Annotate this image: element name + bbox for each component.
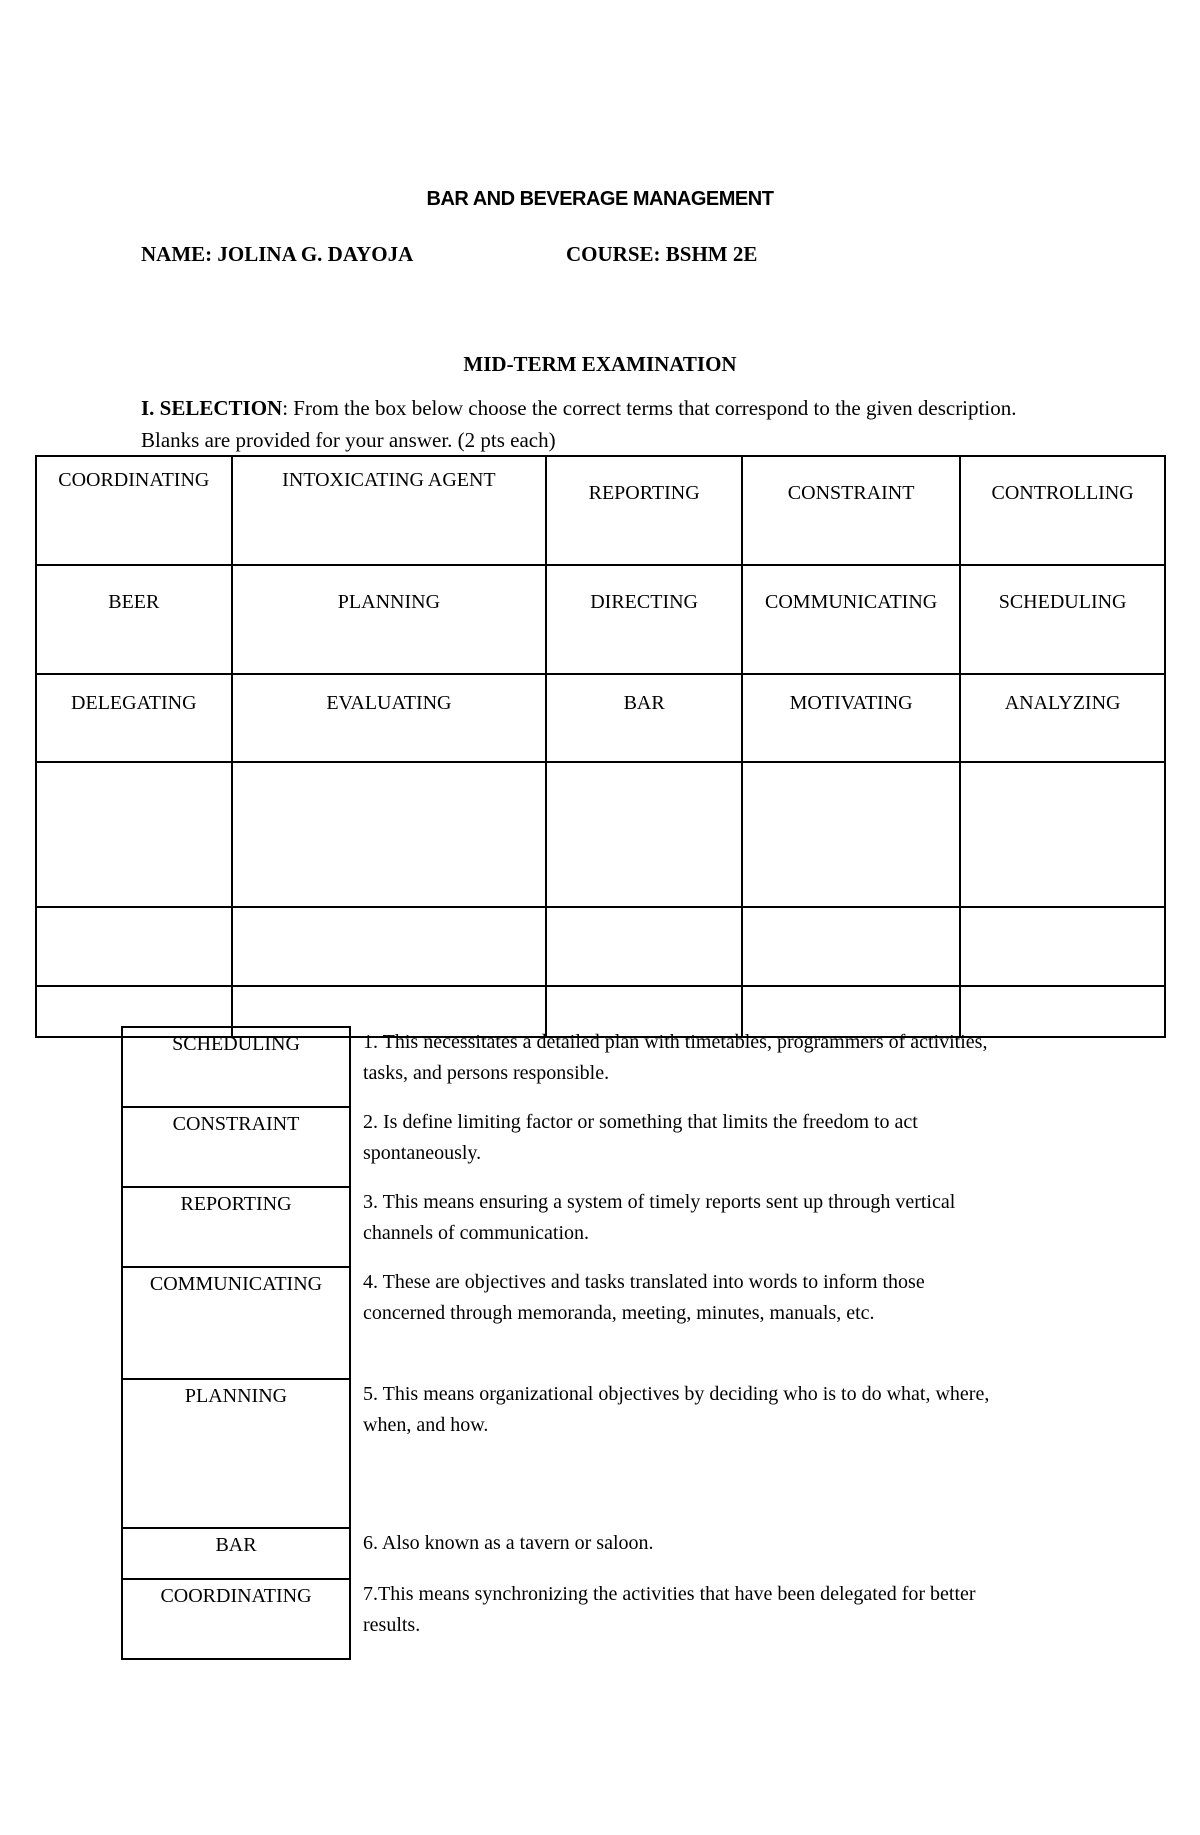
blank-cell bbox=[960, 762, 1165, 907]
term-cell: BEER bbox=[36, 565, 232, 674]
answer-blank: BAR bbox=[122, 1528, 350, 1579]
question-text: 1. This necessitates a detailed plan with timetables, programmers of activities, tasks, and persons responsible. bbox=[363, 1031, 988, 1084]
term-cell: CONSTRAINT bbox=[742, 456, 960, 565]
blank-cell bbox=[742, 907, 960, 986]
instructions bbox=[141, 392, 1021, 456]
answer-blank: PLANNING bbox=[122, 1379, 350, 1528]
question-row bbox=[122, 1187, 1004, 1267]
question-row bbox=[122, 1267, 1004, 1379]
answer-blank: REPORTING bbox=[122, 1187, 350, 1267]
answer-blank: COORDINATING bbox=[122, 1579, 350, 1659]
question-text: 5. This means organizational objectives by deciding who is to do what, where, when, and how. bbox=[363, 1383, 990, 1436]
answer-blank: COMMUNICATING bbox=[122, 1267, 350, 1379]
blank-cell bbox=[232, 762, 547, 907]
term-cell: MOTIVATING bbox=[742, 674, 960, 762]
term-cell: SCHEDULING bbox=[960, 565, 1165, 674]
blank-cell bbox=[960, 907, 1165, 986]
term-cell: CONTROLLING bbox=[960, 456, 1165, 565]
answer-blank: SCHEDULING bbox=[122, 1027, 350, 1107]
term-cell: DIRECTING bbox=[546, 565, 742, 674]
blank-cell bbox=[232, 907, 547, 986]
blank-cell bbox=[546, 762, 742, 907]
terms-row bbox=[36, 674, 1165, 762]
document-title: BAR AND BEVERAGE MANAGEMENT bbox=[426, 188, 774, 210]
question-text: 3. This means ensuring a system of timely reports sent up through vertical channels of communication. bbox=[363, 1191, 956, 1244]
exam-title: MID-TERM EXAMINATION bbox=[463, 352, 737, 376]
term-cell: ANALYZING bbox=[960, 674, 1165, 762]
terms-row-blank bbox=[36, 907, 1165, 986]
question-row bbox=[122, 1107, 1004, 1187]
terms-row-blank bbox=[36, 762, 1165, 907]
answer-blank: CONSTRAINT bbox=[122, 1107, 350, 1187]
question-text: 6. Also known as a tavern or saloon. bbox=[363, 1532, 654, 1554]
terms-box bbox=[35, 455, 1166, 1038]
blank-cell bbox=[546, 907, 742, 986]
question-row bbox=[122, 1379, 1004, 1528]
blank-cell bbox=[36, 762, 232, 907]
term-cell: BAR bbox=[546, 674, 742, 762]
term-cell: INTOXICATING AGENT bbox=[232, 456, 547, 565]
question-text: 2. Is define limiting factor or something that limits the freedom to act spontaneously. bbox=[363, 1111, 918, 1164]
answer-table bbox=[121, 1026, 1005, 1660]
terms-row bbox=[36, 565, 1165, 674]
question-row bbox=[122, 1579, 1004, 1659]
term-cell: DELEGATING bbox=[36, 674, 232, 762]
question-row bbox=[122, 1027, 1004, 1107]
term-cell: EVALUATING bbox=[232, 674, 547, 762]
blank-cell bbox=[36, 907, 232, 986]
term-cell: PLANNING bbox=[232, 565, 547, 674]
term-cell: COMMUNICATING bbox=[742, 565, 960, 674]
question-row bbox=[122, 1528, 1004, 1579]
question-text: 7.This means synchronizing the activities that have been delegated for better results. bbox=[363, 1583, 976, 1636]
student-name: NAME: JOLINA G. DAYOJA bbox=[141, 242, 414, 266]
instructions-text: : From the box below choose the correct terms that correspond to the given description. Blanks are provided for your answer. (2 pts each) bbox=[141, 396, 1017, 452]
blank-cell bbox=[742, 762, 960, 907]
term-cell: COORDINATING bbox=[36, 456, 232, 565]
terms-row bbox=[36, 456, 1165, 565]
student-course: COURSE: BSHM 2E bbox=[566, 242, 758, 266]
question-text: 4. These are objectives and tasks translated into words to inform those concerned through memoranda, meeting, minutes, manuals, etc. bbox=[363, 1271, 925, 1324]
section-label: I. SELECTION bbox=[141, 396, 283, 420]
term-cell: REPORTING bbox=[546, 456, 742, 565]
